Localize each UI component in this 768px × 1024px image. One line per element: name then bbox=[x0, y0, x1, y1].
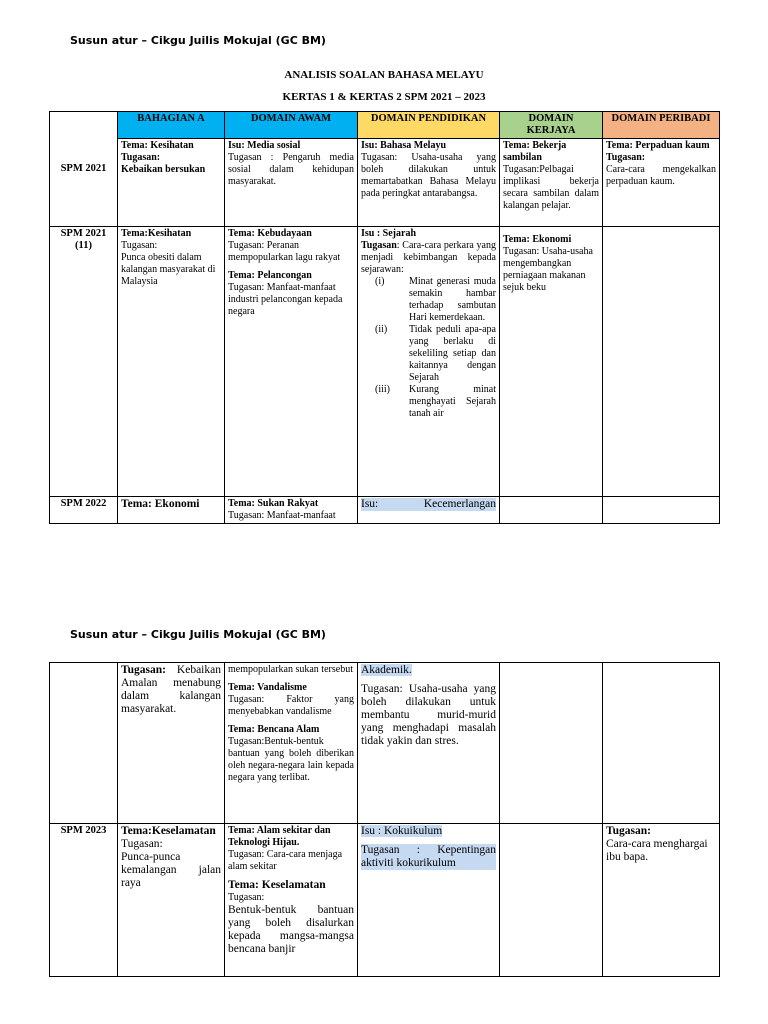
cell-r1-a bbox=[118, 139, 225, 227]
cell-r4-ker bbox=[500, 663, 603, 824]
cell-r3-awam bbox=[225, 497, 358, 524]
tema-label: Tema: Vandalisme bbox=[228, 682, 307, 693]
col-header-domain-peribadi: DOMAIN PERIBADI bbox=[603, 112, 720, 139]
tema-label: Tema:Kesihatan bbox=[121, 228, 192, 239]
col-header-domain-awam: DOMAIN AWAM bbox=[225, 112, 358, 139]
isu-label: Isu: Kecemerlangan bbox=[361, 498, 496, 510]
tugasan-text: : Cara-cara perkara yang menjadi kebimbangan kepada sejarawan: bbox=[361, 240, 496, 275]
tugasan-text: Kebaikan bersukan bbox=[121, 164, 206, 175]
tugasan-text: Cara-cara mengekalkan perpaduan kaum. bbox=[606, 164, 716, 187]
page-header-2: Susun atur – Cikgu Juilis Mokujal (GC BM) bbox=[70, 628, 326, 641]
tema-label: Tema: Ekonomi bbox=[503, 234, 572, 245]
list-item: (ii) Tidak peduli apa-apa yang berlaku di sekeliling setiap dan kaitannya dengan Sejarah bbox=[375, 324, 496, 383]
cell-r2-a bbox=[118, 227, 225, 497]
tugasan-text: Tugasan: Faktor yang menyebabkan vandalisme bbox=[228, 694, 354, 717]
tugasan-label: Tugasan: bbox=[121, 152, 161, 163]
tugasan-label: Tugasan: bbox=[121, 838, 163, 850]
row-label-spm2023: SPM 2023 bbox=[50, 824, 118, 977]
isu-label: Isu: Media sosial bbox=[228, 140, 301, 151]
cell-r5-ker bbox=[500, 824, 603, 977]
cell-r2-pend bbox=[358, 227, 500, 497]
tugasan-text: Tugasan: Usaha-usaha yang boleh dilakukan untuk membantu murid-murid yang menghadapi masalah tidak yakin dan stres. bbox=[361, 683, 496, 747]
tugasan-text: Tugasan:Pelbagai implikasi bekerja secara sambilan dalam kalangan pelajar. bbox=[503, 164, 599, 211]
tugasan-label: Tugasan: bbox=[606, 152, 646, 163]
list-item: (iii) Kurang minat menghayati Sejarah tanah air bbox=[375, 384, 496, 419]
tugasan-label: Tugasan: bbox=[606, 825, 651, 837]
tugasan-text: Tugasan: Usaha-usaha yang boleh dilakukan untuk memartabatkan Bahasa Melayu pada peringkat antarabangsa. bbox=[361, 152, 496, 199]
tugasan-text: Punca obesiti dalam kalangan masyarakat di Malaysia bbox=[121, 252, 216, 287]
cell-r2-per bbox=[603, 227, 720, 497]
analysis-table-page1 bbox=[49, 111, 720, 524]
cell-r5-a bbox=[118, 824, 225, 977]
row-label-spm2021-11: SPM 2021 (11) bbox=[50, 227, 118, 497]
tugasan-text: Bentuk-bentuk bantuan yang boleh disalurkan kepada mangsa-mangsa bencana banjir bbox=[228, 904, 354, 955]
list-item: (i) Minat generasi muda semakin hambar terhadap sambutan Hari kemerdekaan. bbox=[375, 276, 496, 323]
tugasan-label: Tugasan: bbox=[121, 240, 158, 251]
tema-label: Tema: Bencana Alam bbox=[228, 724, 320, 735]
tema-label: Tema: Keselamatan bbox=[228, 879, 326, 891]
tema-label: Tema: Ekonomi bbox=[121, 498, 200, 510]
isu-label: Isu : Sejarah bbox=[361, 228, 417, 239]
tugasan-text: Tugasan:Bentuk-bentuk bantuan yang boleh diberikan oleh negara-negara lain kepada negara yang terlibat. bbox=[228, 736, 354, 783]
cell-r1-pend bbox=[358, 139, 500, 227]
tema-label: Tema: Sukan Rakyat bbox=[228, 498, 319, 509]
document-subtitle: KERTAS 1 & KERTAS 2 SPM 2021 – 2023 bbox=[282, 91, 486, 103]
highlight-text: Akademik. bbox=[361, 664, 412, 676]
isu-label: Isu : Kokuikulum bbox=[361, 825, 443, 837]
tugasan-text: Tugasan: Manfaat-manfaat bbox=[228, 510, 336, 521]
tema-label: Tema: Pelancongan bbox=[228, 270, 312, 281]
cell-r5-awam bbox=[225, 824, 358, 977]
tugasan-text: Tugasan: Cara-cara menjaga alam sekitar bbox=[228, 849, 343, 872]
tugasan-text: Tugasan : Kepentingan aktiviti kokurikulum bbox=[361, 844, 496, 869]
tugasan-label: Tugasan: bbox=[121, 664, 166, 676]
tema-label: Tema: Bekerja sambilan bbox=[503, 140, 567, 163]
tugasan-label: Tugasan bbox=[361, 240, 397, 251]
page-header: Susun atur – Cikgu Juilis Mokujal (GC BM) bbox=[70, 34, 326, 47]
analysis-table-page2 bbox=[49, 662, 720, 977]
cell-r1-per bbox=[603, 139, 720, 227]
cell-r1-awam bbox=[225, 139, 358, 227]
tugasan-text: Tugasan: Manfaat-manfaat industri pelancongan kepada negara bbox=[228, 282, 343, 317]
tugasan-text: Kebaikan Amalan menabung dalam kalangan masyarakat. bbox=[121, 664, 221, 715]
cell-r3-per bbox=[603, 497, 720, 524]
cell-r5-pend bbox=[358, 824, 500, 977]
tema-label: Tema: Kebudayaan bbox=[228, 228, 312, 239]
col-header-bahagian-a: BAHAGIAN A bbox=[118, 112, 225, 139]
cell-r3-ker bbox=[500, 497, 603, 524]
col-header-domain-pendidikan: DOMAIN PENDIDIKAN bbox=[358, 112, 500, 139]
cell-r3-a bbox=[118, 497, 225, 524]
isu-label: Isu: Bahasa Melayu bbox=[361, 140, 447, 151]
cell-r4-a bbox=[118, 663, 225, 824]
tema-label: Tema: Perpaduan kaum bbox=[606, 140, 710, 151]
tugasan-text: Tugasan : Pengaruh media sosial dalam kehidupan masyarakat. bbox=[228, 152, 354, 187]
cell-r4-label bbox=[50, 663, 118, 824]
cell-r4-per bbox=[603, 663, 720, 824]
tugasan-text: Punca-punca kemalangan jalan raya bbox=[121, 851, 221, 889]
cell-r2-ker bbox=[500, 227, 603, 497]
tema-label: Tema:Keselamatan bbox=[121, 825, 216, 837]
tugasan-text: Tugasan: Peranan mempopularkan lagu rakyat bbox=[228, 240, 341, 263]
row-label-spm2021: SPM 2021 bbox=[50, 112, 118, 227]
tugasan-text: mempopularkan sukan tersebut bbox=[228, 664, 353, 675]
cell-r3-pend bbox=[358, 497, 500, 524]
tema-label: Tema: Kesihatan bbox=[121, 140, 194, 151]
tugasan-text: Cara-cara menghargai ibu bapa. bbox=[606, 838, 708, 863]
cell-r4-awam bbox=[225, 663, 358, 824]
cell-r5-per bbox=[603, 824, 720, 977]
cell-r4-pend bbox=[358, 663, 500, 824]
tema-label: Tema: Alam sekitar dan Teknologi Hijau. bbox=[228, 825, 331, 848]
col-header-domain-kerjaya: DOMAIN KERJAYA bbox=[500, 112, 603, 139]
tugasan-text: Tugasan: Usaha-usaha mengembangkan perniagaan makanan sejuk beku bbox=[503, 246, 593, 293]
document-title: ANALISIS SOALAN BAHASA MELAYU bbox=[284, 69, 484, 81]
row-label-spm2022: SPM 2022 bbox=[50, 497, 118, 524]
cell-r2-awam bbox=[225, 227, 358, 497]
cell-r1-ker bbox=[500, 139, 603, 227]
tugasan-label: Tugasan: bbox=[228, 892, 265, 903]
